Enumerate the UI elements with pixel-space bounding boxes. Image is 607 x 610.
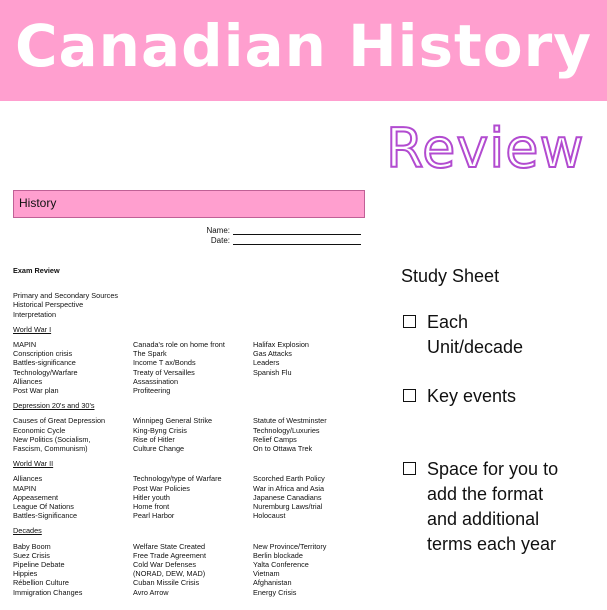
name-field-label: Name:: [206, 226, 230, 235]
review-term: Gas Attacks: [253, 349, 292, 359]
review-term: Conscription crisis: [13, 349, 73, 359]
review-term: Japanese Canadians: [253, 492, 322, 502]
review-term: Alliances: [13, 474, 43, 484]
review-term: Profiteering: [133, 386, 171, 396]
review-term: Canada's role on home front: [133, 340, 225, 350]
review-term: (NORAD, DEW, MAD): [133, 569, 206, 579]
review-term: Baby Boom: [13, 541, 51, 551]
section-column: [133, 416, 253, 453]
section-title: World War I: [13, 324, 52, 334]
review-term: Rise of Hitler: [133, 434, 175, 444]
review-term: Berlin blockade: [253, 550, 303, 560]
section-column: [253, 340, 373, 395]
review-term: Technology/Luxuries: [253, 425, 320, 435]
review-term: Cold War Defenses: [133, 560, 196, 570]
section-column: [253, 542, 373, 597]
review-term: Leaders: [253, 358, 280, 368]
date-field-label: Date:: [210, 236, 230, 245]
review-section: [13, 325, 373, 395]
review-term: Appeasement: [13, 492, 59, 502]
review-term: Economic Cycle: [13, 425, 66, 435]
review-heading: Review: [386, 117, 585, 180]
review-term: Treaty of Versailles: [133, 367, 195, 377]
review-term: Avro Arrow: [133, 587, 169, 597]
review-term: Afghanistan: [253, 578, 292, 588]
date-field-line: [233, 244, 361, 245]
review-term: Battles-significance: [13, 358, 76, 368]
review-term: Technology/type of Warfare: [133, 474, 222, 484]
intro-item: Interpretation: [13, 309, 56, 319]
study-sheet-heading: Study Sheet: [401, 266, 500, 286]
name-date-fields: [13, 226, 365, 246]
review-term: New Province/Territory: [253, 541, 327, 551]
intro-list: [13, 291, 373, 319]
study-sheet-checklist: [401, 264, 601, 557]
review-term: Battles-Significance: [13, 511, 78, 521]
review-term: Income T ax/Bonds: [133, 358, 196, 368]
section-columns: [13, 340, 373, 395]
review-term: Spanish Flu: [253, 367, 292, 377]
review-sections: [13, 325, 373, 597]
section-column: [13, 474, 133, 520]
section-column: [133, 340, 253, 395]
checklist-line: add the format: [427, 484, 544, 504]
section-columns: [13, 416, 373, 453]
section-column: [13, 340, 133, 395]
section-column: [13, 542, 133, 597]
checklist-line: Space for you to: [427, 459, 559, 479]
review-term: Fascism, Communism): [13, 444, 88, 454]
checklist-line: and additional: [427, 509, 540, 529]
review-term: Relief Camps: [253, 434, 297, 444]
date-field: [13, 236, 365, 246]
review-term: Pearl Harbor: [133, 511, 175, 521]
review-term: Nuremburg Laws/trial: [253, 502, 323, 512]
checkbox-icon: [403, 462, 416, 475]
review-term: King-Byng Crisis: [133, 425, 187, 435]
review-term: Suez Crisis: [13, 550, 50, 560]
review-term: Home front: [133, 502, 170, 512]
name-field-line: [233, 234, 361, 235]
checklist-line: Unit/decade: [427, 337, 524, 357]
review-term: Energy Crisis: [253, 587, 297, 597]
section-column: [133, 542, 253, 597]
name-field: [13, 226, 365, 236]
review-term: Culture Change: [133, 444, 185, 454]
section-title: World War II: [13, 459, 54, 469]
review-term: Hippies: [13, 569, 38, 579]
review-term: Pipeline Debate: [13, 560, 65, 570]
exam-review-document: [0, 180, 380, 610]
review-term: MAPIN: [13, 340, 37, 350]
section-column: [13, 416, 133, 453]
review-term: New Politics (Socialism,: [13, 434, 91, 444]
checkbox-icon: [403, 315, 416, 328]
document-body: [13, 266, 373, 603]
review-term: Immigration Changes: [13, 587, 83, 597]
review-term: Vietnam: [253, 569, 280, 579]
review-term: Causes of Great Depression: [13, 416, 106, 426]
review-term: Winnipeg General Strike: [133, 416, 213, 426]
review-term: Cuban Missile Crisis: [133, 578, 200, 588]
review-term: War in Africa and Asia: [253, 483, 325, 493]
section-column: [253, 474, 373, 520]
review-term: Technology/Warfare: [13, 367, 78, 377]
review-term: Hitler youth: [133, 492, 170, 502]
checklist-item-each-unit: [401, 310, 601, 360]
checkbox-icon: [403, 389, 416, 402]
intro-item: Historical Perspective: [13, 300, 84, 310]
section-column: [133, 474, 253, 520]
intro-item: Primary and Secondary Sources: [13, 291, 119, 301]
review-term: Alliances: [13, 376, 43, 386]
review-term: Post War Policies: [133, 483, 190, 493]
review-section: [13, 526, 373, 596]
review-term: MAPIN: [13, 483, 37, 493]
review-term: Assassination: [133, 376, 179, 386]
document-title: Exam Review: [13, 266, 60, 275]
checklist-line: Key events: [427, 386, 517, 406]
review-section: [13, 459, 373, 520]
section-columns: [13, 542, 373, 597]
review-section: [13, 401, 373, 453]
review-term: Rébellion Culture: [13, 578, 69, 588]
review-term: Scorched Earth Policy: [253, 474, 325, 484]
review-term: Post War plan: [13, 386, 59, 396]
section-title: Depression 20's and 30's: [13, 401, 95, 411]
review-term: Welfare State Created: [133, 541, 206, 551]
document-header-bar: [13, 190, 365, 218]
checklist-line: Each: [427, 312, 469, 332]
review-term: Free Trade Agreement: [133, 550, 207, 560]
checklist-line: terms each year: [427, 534, 557, 554]
review-term: Holocaust: [253, 511, 286, 521]
review-term: League Of Nations: [13, 502, 74, 512]
review-term: Halifax Explosion: [253, 340, 309, 350]
section-title: Decades: [13, 526, 42, 536]
document-header-label: History: [19, 196, 57, 210]
checklist-item-key-events: [401, 384, 601, 409]
title-banner: [0, 0, 607, 101]
review-term: On to Ottawa Trek: [253, 444, 313, 454]
banner-title: Canadian History: [14, 12, 593, 80]
section-column: [253, 416, 373, 453]
section-columns: [13, 474, 373, 520]
review-term: Yalta Conference: [253, 560, 309, 570]
checklist-item-space: [401, 457, 601, 557]
review-term: Statute of Westminster: [253, 416, 327, 426]
review-term: The Spark: [133, 349, 167, 359]
